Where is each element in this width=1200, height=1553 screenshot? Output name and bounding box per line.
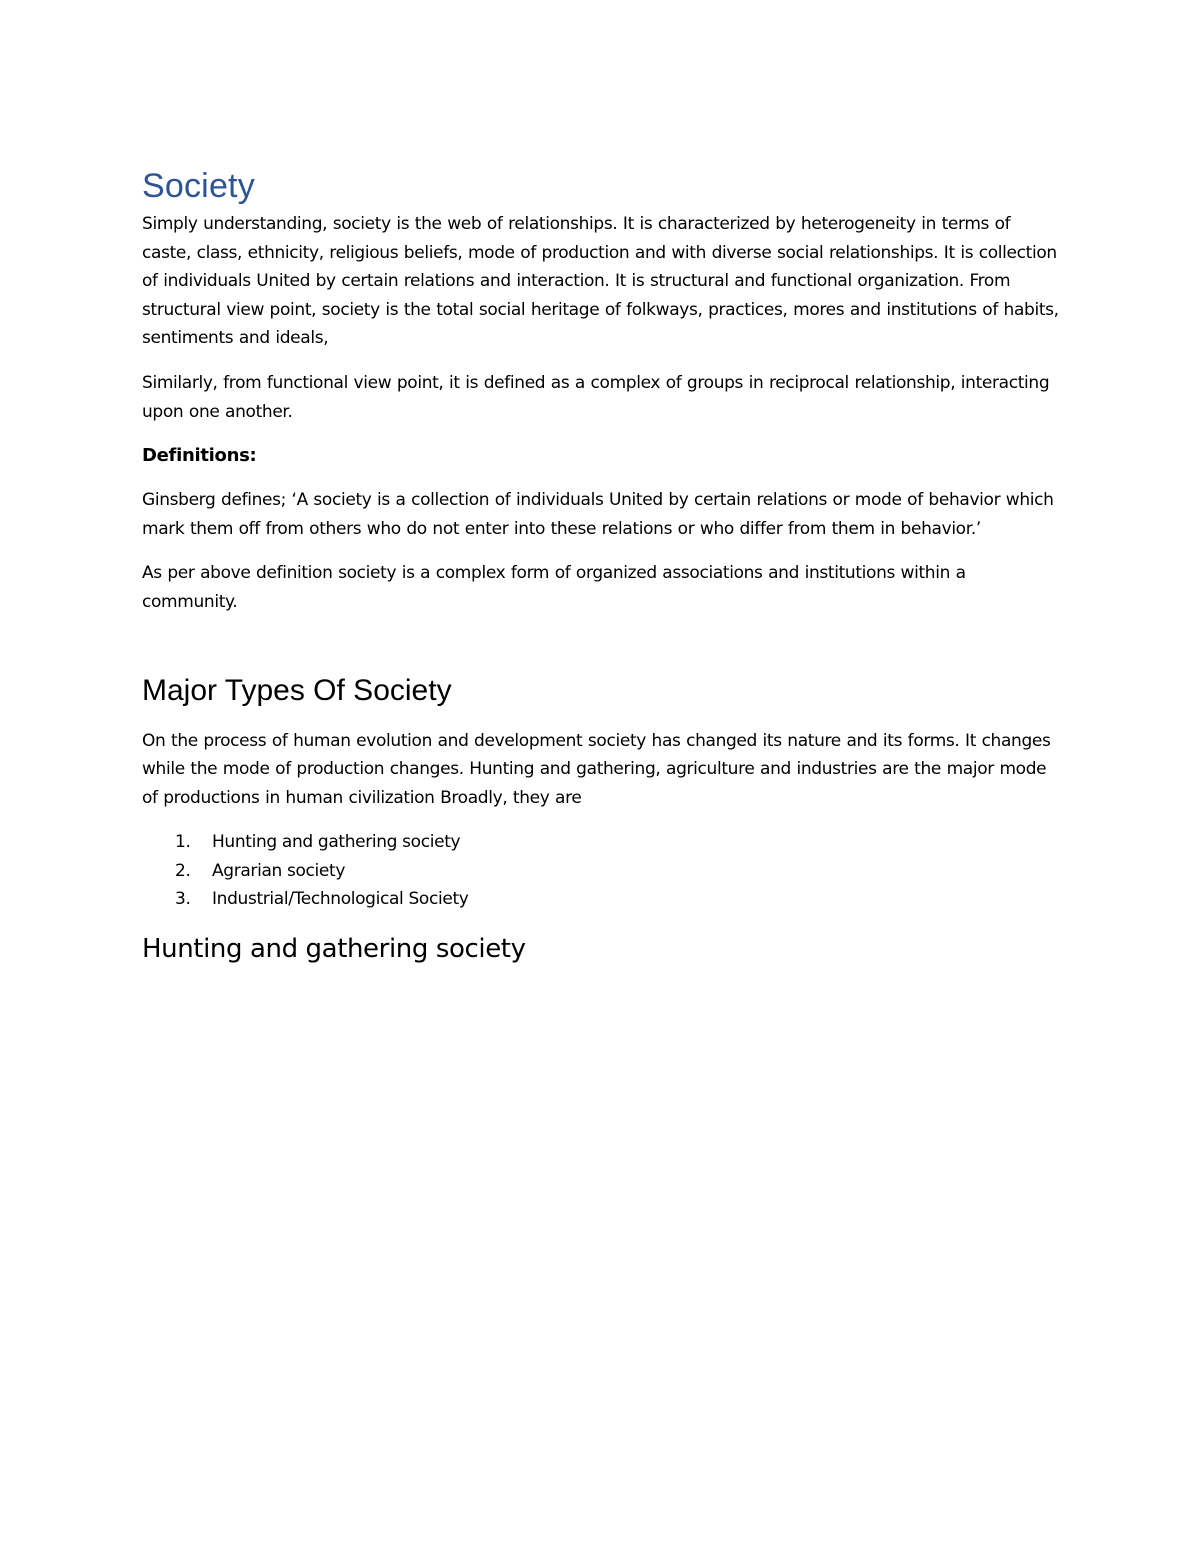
major-types-paragraph: On the process of human evolution and development society has changed its nature and its forms. It changes while the mode of production changes. Hunting and gathering, agriculture and industries are the major mode of productions in human civilization Broadly, they are <box>142 730 1051 808</box>
list-item <box>142 885 1062 913</box>
per-above-paragraph: As per above definition society is a complex form of organized associations and institutions within a community. <box>142 563 966 612</box>
ginsberg-paragraph: Ginsberg defines; ‘A society is a collection of individuals United by certain relations or mode of behavior which mark them off from others who do not enter into these relations or who differ from them in behavior.’ <box>142 490 1054 539</box>
major-types-heading: Major Types Of Society <box>142 673 452 707</box>
types-list <box>142 828 1062 913</box>
list-item-label: Hunting and gathering society <box>212 832 461 853</box>
list-item-number: 2. <box>175 860 191 881</box>
document-content <box>142 164 1062 967</box>
list-item-number: 1. <box>175 832 191 853</box>
intro-paragraph: Simply understanding, society is the web of relationships. It is characterized by heterogeneity in terms of caste, class, ethnicity, religious beliefs, mode of production and with diverse social relationships. It is collection of individuals United by certain relations and interaction. It is structural and functional organization. From structural view point, society is the total social heritage of folkways, practices, mores and institutions of habits, sentiments and ideals, <box>142 214 1059 349</box>
functional-paragraph: Similarly, from functional view point, it is defined as a complex of groups in reciprocal relationship, interacting upon one another. <box>142 372 1050 422</box>
list-item-label: Agrarian society <box>212 860 346 881</box>
definitions-heading: Definitions: <box>142 445 257 467</box>
list-item-number: 3. <box>175 888 191 909</box>
list-item-label: Industrial/Technological Society <box>212 888 469 909</box>
list-item <box>142 857 1062 885</box>
document-title: Society <box>142 167 255 205</box>
list-item <box>142 828 1062 856</box>
hunting-heading: Hunting and gathering society <box>142 933 526 964</box>
